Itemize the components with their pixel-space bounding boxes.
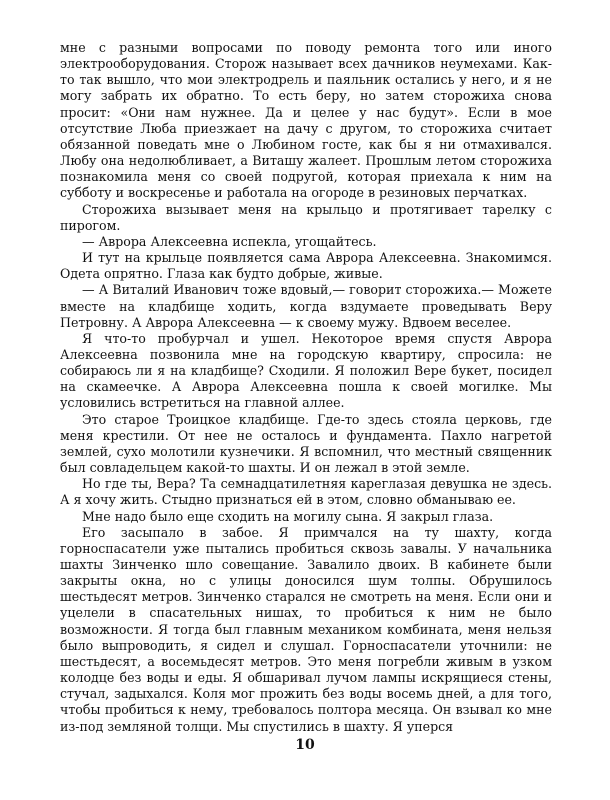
page-number: 10 [295, 737, 315, 753]
paragraph-10: Его засыпало в забое. Я примчался на ту шахту, когда горноспасатели уже пытались пробиться сквозь завалы. У начальника шахты Зинченко шло совещание. Завалило двоих. В кабинете были закрыты окна, но с улицы доносился шум толпы. Обрушилось шестьдесят метров. Зинченко старался не смотреть на меня. Если они и уцелели в спасательных нишах, то пробиться к ним не было возможности. Я тогда был главным механиком комбината, меня нельзя было выпроводить, я сидел и слушал. Горноспасатели уточнили: не шестьдесят, а восемьдесят метров. Это меня погребли живым в узком колодце без воды и еды. Я обшаривал лучом лампы искрящиеся стены, стучал, задыхался. Коля мог прожить без воды восемь дней, а для того, чтобы пробиться к нему, требовалось полтора месяца. Он взывал ко мне из-под земляной толщи. Мы спустились в шахту. Я уперся [60, 524, 552, 734]
paragraph-2: Сторожиха вызывает меня на крыльцо и протягивает тарелку с пирогом. [60, 201, 552, 233]
paragraph-3: — Аврора Алексеевна испекла, угощайтесь. [82, 233, 377, 249]
paragraph-8: Но где ты, Вера? Та семнадцатилетняя кареглазая девушка не здесь. А я хочу жить. Стыдно признаться ей в этом, словно обманываю ее. [60, 476, 552, 508]
paragraph-4: И тут на крыльце появляется сама Аврора Алексеевна. Знакомимся. Одета опрятно. Глаза как будто добрые, живые. [60, 250, 552, 282]
paragraph-1: мне с разными вопросами по поводу ремонта того или иного электрооборудования. Сторож называет всех дачников неумехами. Как-то так вышло, что мои электродрель и паяльник остались у него, и я не могу забрать их обратно. То есть беру, но затем сторожиха снова просит: «Они нам нужнее. Да и целее у нас будут». Если в мое отсутствие Люба приезжает на дачу с другом, то сторожиха считает обязанной поведать мне о Любином госте, как бы я ни отмахивался. Любу она недолюбливает, а Виташу жалеет. Прошлым летом сторожиха познакомила меня со своей подругой, которая приехала к ним на субботу и воскресенье и работала на огороде в резиновых перчатках. [60, 40, 552, 201]
paragraph-5: — А Виталий Иванович тоже вдовый,— говорит сторожиха.— Можете вместе на кладбище ходить, когда вздумаете проведывать Веру Петровну. А Аврора Алексеевна — к своему мужу. Вдвоем веселее. [60, 282, 552, 330]
paragraph-6: Я что-то пробурчал и ушел. Некоторое время спустя Аврора Алексеевна позвонила мне на городскую квартиру, спросила: не собираюсь ли я на кладбище? Сходили. Я положил Вере букет, посидел на скамеечке. А Аврора Алексеевна пошла к своей могилке. Мы условились встретиться на главной аллее. [60, 330, 552, 411]
book-page [60, 40, 552, 775]
paragraph-7: Это старое Троицкое кладбище. Где-то здесь стояла церковь, где меня крестили. От нее не осталось и фундамента. Пахло нагретой землей, сухо молотили кузнечики. Я вспомнил, что местный священник был совладельцем какой-то шахты. И он лежал в этой земле. [60, 411, 552, 476]
paragraph-9: Мне надо было еще сходить на могилу сына. Я закрыл глаза. [82, 508, 494, 524]
